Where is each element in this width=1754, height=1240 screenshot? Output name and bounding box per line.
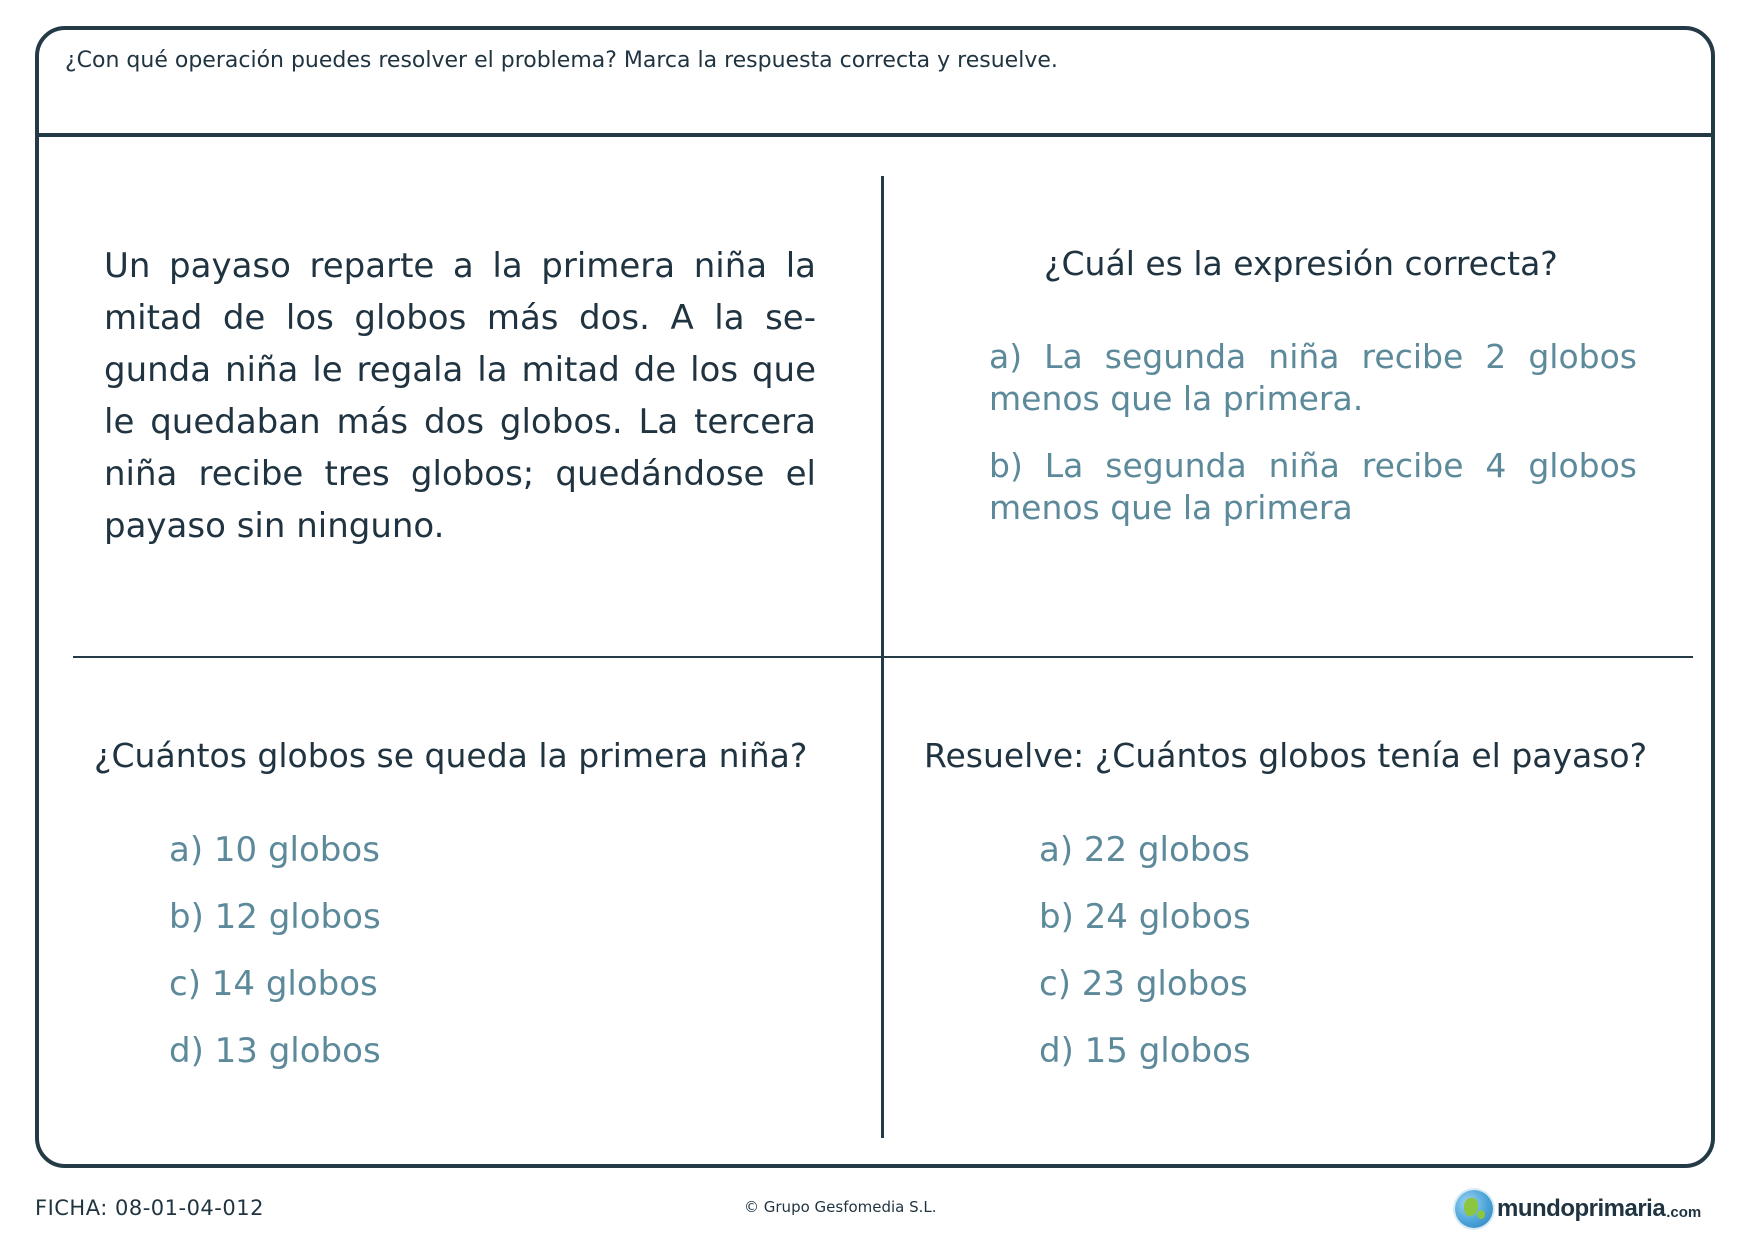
first-girl-option-a[interactable]: a) 10 globos bbox=[169, 830, 380, 870]
mundoprimaria-logo[interactable] bbox=[1455, 1188, 1701, 1230]
logo-domain: .com bbox=[1666, 1203, 1702, 1221]
copyright-notice: © Grupo Gesfomedia S.L. bbox=[744, 1198, 937, 1216]
problem-statement: Un payaso reparte a la primera niña la mitad de los globos más dos. A la se-gunda niña le regala la mitad de los que le quedaban más dos globos. La tercera niña recibe tres globos; quedándose el payaso sin ninguno. bbox=[104, 246, 816, 546]
first-girl-option-d[interactable]: d) 13 globos bbox=[169, 1031, 381, 1071]
logo-name: mundoprimaria bbox=[1497, 1195, 1666, 1222]
header-divider bbox=[39, 133, 1711, 137]
total-option-b[interactable]: b) 24 globos bbox=[1039, 897, 1251, 937]
first-girl-option-b[interactable]: b) 12 globos bbox=[169, 897, 381, 937]
first-girl-options bbox=[169, 830, 381, 1098]
total-options bbox=[1039, 830, 1251, 1098]
total-question-title: Resuelve: ¿Cuántos globos tenía el payaso? bbox=[924, 736, 1648, 775]
total-option-a[interactable]: a) 22 globos bbox=[1039, 830, 1250, 870]
expression-question-title: ¿Cuál es la expresión correcta? bbox=[1044, 244, 1558, 283]
worksheet-frame bbox=[35, 26, 1715, 1168]
worksheet-code: FICHA: 08-01-04-012 bbox=[35, 1196, 264, 1220]
first-girl-option-c[interactable]: c) 14 globos bbox=[169, 964, 378, 1004]
expression-option-a[interactable]: a) La segunda niña recibe 2 globos menos que la primera. bbox=[989, 337, 1637, 418]
instruction-text: ¿Con qué operación puedes resolver el problema? Marca la respuesta correcta y resuelve. bbox=[65, 48, 1058, 73]
first-girl-question-title: ¿Cuántos globos se queda la primera niña? bbox=[94, 736, 808, 775]
total-option-c[interactable]: c) 23 globos bbox=[1039, 964, 1248, 1004]
expression-option-b[interactable]: b) La segunda niña recibe 4 globos menos que la primera bbox=[989, 446, 1637, 527]
horizontal-divider bbox=[73, 656, 1693, 658]
globe-icon bbox=[1455, 1190, 1493, 1228]
total-option-d[interactable]: d) 15 globos bbox=[1039, 1031, 1251, 1071]
